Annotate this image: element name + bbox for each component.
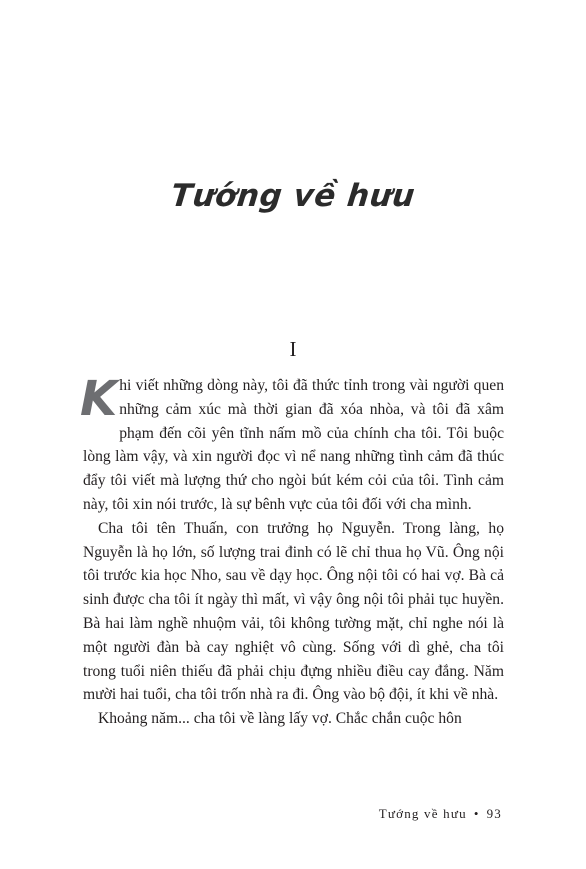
- footer-separator: •: [473, 806, 480, 821]
- section-number: I: [289, 337, 297, 361]
- paragraph-3: Khoảng năm... cha tôi về làng lấy vợ. Chắc chắn cuộc hôn: [98, 710, 462, 728]
- paragraph-2: Cha tôi tên Thuấn, con trưởng họ Nguyễn. Trong làng, họ Nguyễn là họ lớn, số lượng trai đinh có lẽ chỉ thua họ Vũ. Ông nội tôi trước kia học Nho, sau về dạy học. Ông nội tôi có hai vợ. Bà cả sinh được cha tôi ít ngày thì mất, vì vậy ông nội tôi phải tục huyền. Bà hai làm nghề nhuộm vải, tôi không tường mặt, chỉ nghe nói là một người đàn bà cay nghiệt vô cùng. Sống với dì ghẻ, cha tôi trong tuổi niên thiếu đã phải chịu đựng nhiều điều cay đắng. Năm mười hai tuổi, cha tôi trốn nhà ra đi. Ông vào bộ đội, ít khi về nhà.: [83, 519, 504, 704]
- paragraph-1-text: hi viết những dòng này, tôi đã thức tỉnh trong vài người quen những cảm xúc mà thời gian đã xóa nhòa, và tôi đã xâm phạm đến cõi yên tĩnh nấm mồ của chính cha tôi. Tôi buộc lòng làm vậy, và xin người đọc vì nể nang những tình cảm đã thúc đẩy tôi viết mà lượng thứ cho ngòi bút kém cỏi của tôi. Tình cảm này, tôi xin nói trước, là sự bênh vực của tôi đối với cha mình.: [83, 377, 504, 513]
- chapter-title: Tướng về hưu: [169, 178, 417, 214]
- body-text: [80, 371, 504, 731]
- drop-cap: K: [80, 371, 118, 427]
- running-title: Tướng về hưu: [378, 806, 467, 821]
- page-number: 93: [486, 806, 502, 821]
- paragraph-1: [80, 371, 504, 517]
- running-footer: [379, 806, 502, 822]
